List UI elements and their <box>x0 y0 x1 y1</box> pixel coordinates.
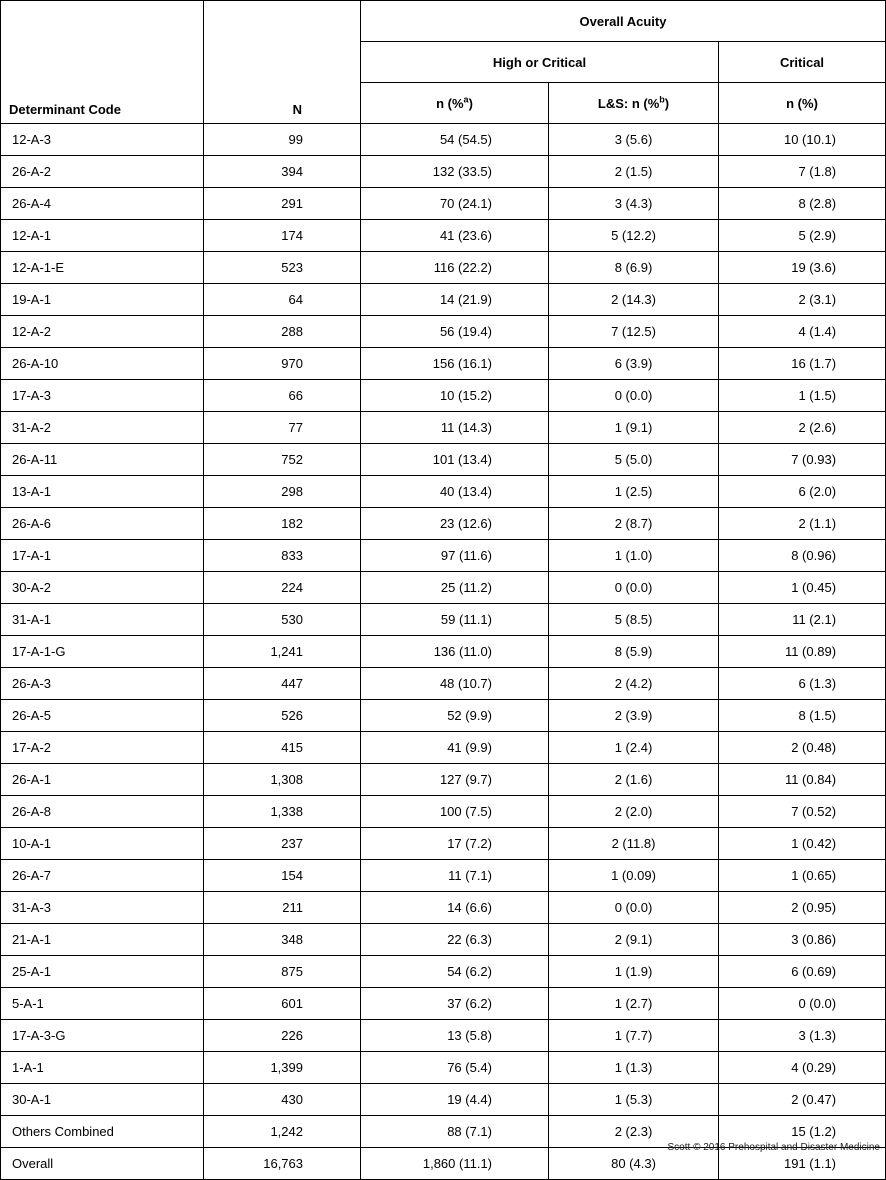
n-cell: 394 <box>204 156 361 188</box>
high-or-critical-cell: 48 (10.7) <box>361 668 549 700</box>
determinant-code-cell: 12-A-3 <box>1 124 204 156</box>
high-or-critical-cell: 132 (33.5) <box>361 156 549 188</box>
critical-cell: 7 (0.52) <box>719 796 886 828</box>
table-row <box>1 828 886 860</box>
critical-cell: 11 (2.1) <box>719 604 886 636</box>
table-row <box>1 636 886 668</box>
determinant-code-cell: 30-A-1 <box>1 1084 204 1116</box>
determinant-code-cell: 21-A-1 <box>1 924 204 956</box>
table-row <box>1 924 886 956</box>
ls-cell: 8 (6.9) <box>549 252 719 284</box>
determinant-code-cell: 30-A-2 <box>1 572 204 604</box>
table-row <box>1 508 886 540</box>
high-or-critical-cell: 97 (11.6) <box>361 540 549 572</box>
n-cell: 288 <box>204 316 361 348</box>
critical-cell: 8 (2.8) <box>719 188 886 220</box>
table-row <box>1 572 886 604</box>
n-cell: 1,338 <box>204 796 361 828</box>
high-or-critical-cell: 23 (12.6) <box>361 508 549 540</box>
table-row <box>1 380 886 412</box>
high-or-critical-cell: 1,860 (11.1) <box>361 1148 549 1180</box>
header-hc-n-pct-prefix: n (% <box>436 95 464 111</box>
n-cell: 77 <box>204 412 361 444</box>
table-row <box>1 252 886 284</box>
critical-cell: 3 (0.86) <box>719 924 886 956</box>
critical-cell: 2 (2.6) <box>719 412 886 444</box>
determinant-code-cell: 31-A-1 <box>1 604 204 636</box>
table-row <box>1 796 886 828</box>
table-row <box>1 284 886 316</box>
ls-cell: 1 (9.1) <box>549 412 719 444</box>
determinant-code-cell: 26-A-8 <box>1 796 204 828</box>
ls-cell: 2 (1.5) <box>549 156 719 188</box>
ls-cell: 1 (7.7) <box>549 1020 719 1052</box>
high-or-critical-cell: 10 (15.2) <box>361 380 549 412</box>
table-row <box>1 540 886 572</box>
n-cell: 1,308 <box>204 764 361 796</box>
high-or-critical-cell: 156 (16.1) <box>361 348 549 380</box>
table-header <box>1 1 886 124</box>
ls-cell: 3 (4.3) <box>549 188 719 220</box>
table-row <box>1 1084 886 1116</box>
determinant-code-cell: Overall <box>1 1148 204 1180</box>
critical-cell: 2 (0.47) <box>719 1084 886 1116</box>
critical-cell: 4 (0.29) <box>719 1052 886 1084</box>
high-or-critical-cell: 40 (13.4) <box>361 476 549 508</box>
determinant-code-cell: 17-A-2 <box>1 732 204 764</box>
critical-cell: 2 (1.1) <box>719 508 886 540</box>
high-or-critical-cell: 54 (6.2) <box>361 956 549 988</box>
table-row <box>1 1020 886 1052</box>
ls-cell: 1 (5.3) <box>549 1084 719 1116</box>
n-cell: 291 <box>204 188 361 220</box>
ls-cell: 80 (4.3) <box>549 1148 719 1180</box>
determinant-code-cell: 10-A-1 <box>1 828 204 860</box>
header-ls-suffix: ) <box>664 95 670 111</box>
determinant-code-cell: 25-A-1 <box>1 956 204 988</box>
critical-cell: 7 (1.8) <box>719 156 886 188</box>
determinant-code-cell: 26-A-11 <box>1 444 204 476</box>
high-or-critical-cell: 19 (4.4) <box>361 1084 549 1116</box>
determinant-code-cell: 26-A-5 <box>1 700 204 732</box>
ls-cell: 1 (1.0) <box>549 540 719 572</box>
ls-cell: 0 (0.0) <box>549 380 719 412</box>
credit-line: Scott © 2016 Prehospital and Disaster Medicine <box>667 1142 880 1153</box>
n-cell: 99 <box>204 124 361 156</box>
high-or-critical-cell: 52 (9.9) <box>361 700 549 732</box>
high-or-critical-cell: 70 (24.1) <box>361 188 549 220</box>
header-hc-n-pct <box>361 83 549 124</box>
n-cell: 211 <box>204 892 361 924</box>
ls-cell: 2 (9.1) <box>549 924 719 956</box>
determinant-code-cell: Others Combined <box>1 1116 204 1148</box>
high-or-critical-cell: 14 (6.6) <box>361 892 549 924</box>
n-cell: 526 <box>204 700 361 732</box>
table-row <box>1 988 886 1020</box>
table-row <box>1 860 886 892</box>
footnote-b-marker: b <box>659 94 665 105</box>
header-high-or-critical: High or Critical <box>361 42 719 83</box>
table-row <box>1 124 886 156</box>
n-cell: 1,241 <box>204 636 361 668</box>
determinant-code-cell: 17-A-1 <box>1 540 204 572</box>
n-cell: 752 <box>204 444 361 476</box>
critical-cell: 1 (0.42) <box>719 828 886 860</box>
high-or-critical-cell: 37 (6.2) <box>361 988 549 1020</box>
header-ls-n-pct <box>549 83 719 124</box>
high-or-critical-cell: 17 (7.2) <box>361 828 549 860</box>
n-cell: 66 <box>204 380 361 412</box>
ls-cell: 7 (12.5) <box>549 316 719 348</box>
header-determinant-code <box>1 1 204 124</box>
critical-cell: 6 (0.69) <box>719 956 886 988</box>
n-cell: 415 <box>204 732 361 764</box>
determinant-code-cell: 17-A-3 <box>1 380 204 412</box>
header-critical: Critical <box>719 42 886 83</box>
determinant-code-cell: 31-A-3 <box>1 892 204 924</box>
n-cell: 226 <box>204 1020 361 1052</box>
high-or-critical-cell: 41 (23.6) <box>361 220 549 252</box>
critical-cell: 4 (1.4) <box>719 316 886 348</box>
critical-cell: 0 (0.0) <box>719 988 886 1020</box>
high-or-critical-cell: 41 (9.9) <box>361 732 549 764</box>
n-cell: 174 <box>204 220 361 252</box>
high-or-critical-cell: 100 (7.5) <box>361 796 549 828</box>
determinant-code-cell: 12-A-1-E <box>1 252 204 284</box>
critical-cell: 1 (0.45) <box>719 572 886 604</box>
n-cell: 970 <box>204 348 361 380</box>
determinant-code-cell: 26-A-2 <box>1 156 204 188</box>
ls-cell: 5 (12.2) <box>549 220 719 252</box>
table-row <box>1 316 886 348</box>
header-overall-acuity: Overall Acuity <box>361 1 886 42</box>
header-critical-n-pct: n (%) <box>719 83 886 124</box>
table-row <box>1 156 886 188</box>
high-or-critical-cell: 14 (21.9) <box>361 284 549 316</box>
header-hc-n-pct-suffix: ) <box>468 95 473 111</box>
high-or-critical-cell: 11 (14.3) <box>361 412 549 444</box>
ls-cell: 2 (4.2) <box>549 668 719 700</box>
determinant-code-cell: 26-A-1 <box>1 764 204 796</box>
header-n-label: N <box>292 102 302 117</box>
determinant-code-cell: 26-A-10 <box>1 348 204 380</box>
table-body <box>1 124 886 1180</box>
table-row <box>1 700 886 732</box>
n-cell: 833 <box>204 540 361 572</box>
n-cell: 530 <box>204 604 361 636</box>
n-cell: 1,242 <box>204 1116 361 1148</box>
n-cell: 447 <box>204 668 361 700</box>
high-or-critical-cell: 101 (13.4) <box>361 444 549 476</box>
n-cell: 16,763 <box>204 1148 361 1180</box>
determinant-code-cell: 26-A-6 <box>1 508 204 540</box>
n-cell: 154 <box>204 860 361 892</box>
critical-cell: 2 (0.48) <box>719 732 886 764</box>
high-or-critical-cell: 59 (11.1) <box>361 604 549 636</box>
ls-cell: 1 (1.9) <box>549 956 719 988</box>
high-or-critical-cell: 13 (5.8) <box>361 1020 549 1052</box>
ls-cell: 5 (8.5) <box>549 604 719 636</box>
n-cell: 224 <box>204 572 361 604</box>
ls-cell: 3 (5.6) <box>549 124 719 156</box>
critical-cell: 191 (1.1) <box>719 1148 886 1180</box>
high-or-critical-cell: 127 (9.7) <box>361 764 549 796</box>
high-or-critical-cell: 88 (7.1) <box>361 1116 549 1148</box>
table-row <box>1 220 886 252</box>
n-cell: 298 <box>204 476 361 508</box>
n-cell: 601 <box>204 988 361 1020</box>
ls-cell: 2 (2.0) <box>549 796 719 828</box>
critical-cell: 6 (1.3) <box>719 668 886 700</box>
table-row <box>1 892 886 924</box>
n-cell: 430 <box>204 1084 361 1116</box>
table-row <box>1 1052 886 1084</box>
determinant-code-cell: 17-A-3-G <box>1 1020 204 1052</box>
determinant-code-cell: 19-A-1 <box>1 284 204 316</box>
critical-cell: 6 (2.0) <box>719 476 886 508</box>
table-row <box>1 188 886 220</box>
critical-cell: 11 (0.84) <box>719 764 886 796</box>
table-row <box>1 444 886 476</box>
critical-cell: 7 (0.93) <box>719 444 886 476</box>
critical-cell: 3 (1.3) <box>719 1020 886 1052</box>
table-row <box>1 732 886 764</box>
determinant-code-cell: 5-A-1 <box>1 988 204 1020</box>
ls-cell: 0 (0.0) <box>549 892 719 924</box>
critical-cell: 15 (1.2) <box>719 1116 886 1148</box>
n-cell: 64 <box>204 284 361 316</box>
table-row <box>1 348 886 380</box>
n-cell: 237 <box>204 828 361 860</box>
critical-cell: 2 (3.1) <box>719 284 886 316</box>
ls-cell: 1 (2.7) <box>549 988 719 1020</box>
table-row <box>1 412 886 444</box>
ls-cell: 1 (1.3) <box>549 1052 719 1084</box>
determinant-code-cell: 31-A-2 <box>1 412 204 444</box>
critical-cell: 5 (2.9) <box>719 220 886 252</box>
table-row <box>1 956 886 988</box>
ls-cell: 6 (3.9) <box>549 348 719 380</box>
critical-cell: 16 (1.7) <box>719 348 886 380</box>
high-or-critical-cell: 136 (11.0) <box>361 636 549 668</box>
ls-cell: 2 (2.3) <box>549 1116 719 1148</box>
header-ls-prefix: L&S: n (% <box>597 95 660 111</box>
critical-cell: 8 (0.96) <box>719 540 886 572</box>
determinant-code-cell: 17-A-1-G <box>1 636 204 668</box>
determinant-code-cell: 12-A-1 <box>1 220 204 252</box>
ls-cell: 2 (14.3) <box>549 284 719 316</box>
high-or-critical-cell: 11 (7.1) <box>361 860 549 892</box>
header-n <box>204 1 361 124</box>
high-or-critical-cell: 116 (22.2) <box>361 252 549 284</box>
ls-cell: 1 (2.5) <box>549 476 719 508</box>
critical-cell: 11 (0.89) <box>719 636 886 668</box>
determinant-code-cell: 26-A-3 <box>1 668 204 700</box>
critical-cell: 1 (1.5) <box>719 380 886 412</box>
table-row <box>1 764 886 796</box>
determinant-code-cell: 26-A-4 <box>1 188 204 220</box>
critical-cell: 19 (3.6) <box>719 252 886 284</box>
n-cell: 875 <box>204 956 361 988</box>
table-row <box>1 604 886 636</box>
determinant-code-cell: 26-A-7 <box>1 860 204 892</box>
critical-cell: 2 (0.95) <box>719 892 886 924</box>
n-cell: 182 <box>204 508 361 540</box>
ls-cell: 2 (8.7) <box>549 508 719 540</box>
footnote-a-marker: a <box>463 94 469 105</box>
determinant-code-cell: 1-A-1 <box>1 1052 204 1084</box>
critical-cell: 8 (1.5) <box>719 700 886 732</box>
ls-cell: 2 (1.6) <box>549 764 719 796</box>
high-or-critical-cell: 56 (19.4) <box>361 316 549 348</box>
ls-cell: 1 (2.4) <box>549 732 719 764</box>
n-cell: 348 <box>204 924 361 956</box>
n-cell: 523 <box>204 252 361 284</box>
high-or-critical-cell: 25 (11.2) <box>361 572 549 604</box>
ls-cell: 2 (3.9) <box>549 700 719 732</box>
high-or-critical-cell: 54 (54.5) <box>361 124 549 156</box>
determinant-code-cell: 12-A-2 <box>1 316 204 348</box>
ls-cell: 0 (0.0) <box>549 572 719 604</box>
ls-cell: 1 (0.09) <box>549 860 719 892</box>
high-or-critical-cell: 22 (6.3) <box>361 924 549 956</box>
determinant-code-cell: 13-A-1 <box>1 476 204 508</box>
critical-cell: 1 (0.65) <box>719 860 886 892</box>
ls-cell: 8 (5.9) <box>549 636 719 668</box>
critical-cell: 10 (10.1) <box>719 124 886 156</box>
ls-cell: 5 (5.0) <box>549 444 719 476</box>
ls-cell: 2 (11.8) <box>549 828 719 860</box>
n-cell: 1,399 <box>204 1052 361 1084</box>
table-row <box>1 668 886 700</box>
header-determinant-code-label: Determinant Code <box>9 102 121 117</box>
high-or-critical-cell: 76 (5.4) <box>361 1052 549 1084</box>
table-row <box>1 476 886 508</box>
